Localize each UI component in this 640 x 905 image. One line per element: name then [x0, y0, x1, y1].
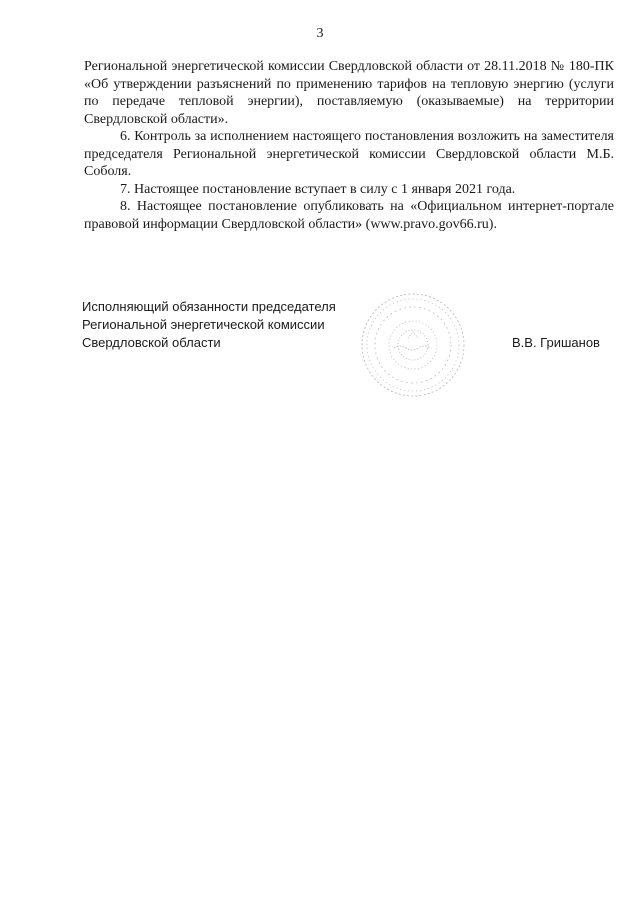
page-number: 3: [316, 26, 324, 41]
signatory-name: В.В. Гришанов: [512, 335, 600, 350]
paragraph-7: 7. Настоящее постановление вступает в силу с 1 января 2021 года.: [120, 181, 516, 197]
signatory-title: [82, 298, 336, 352]
signatory-title-line: Региональной энергетической комиссии: [82, 317, 325, 332]
paragraph-6: 6. Контроль за исполнением настоящего постановления возложить на заместителя председателя Региональной энергетической комиссии Свердловской области М.Б. Соболя.: [84, 129, 614, 179]
signatory-title-line: Свердловской области: [82, 335, 221, 350]
signatory-title-line: Исполняющий обязанности председателя: [82, 299, 336, 314]
intro-paragraph: Региональной энергетической комиссии Свердловской области от 28.11.2018 № 180-ПК «Об утверждении разъяснений по применению тарифов на тепловую энергию (услуги по передаче тепловой энергии), поставляемую (оказываемые) на территории Свердловской области».: [84, 59, 614, 127]
official-seal-stamp: [358, 290, 468, 400]
document-body: [84, 58, 614, 233]
paragraph-8: 8. Настоящее постановление опубликовать на «Официальном интернет-портале правовой информации Свердловской области» (www.pravo.gov66.ru).: [84, 199, 614, 232]
